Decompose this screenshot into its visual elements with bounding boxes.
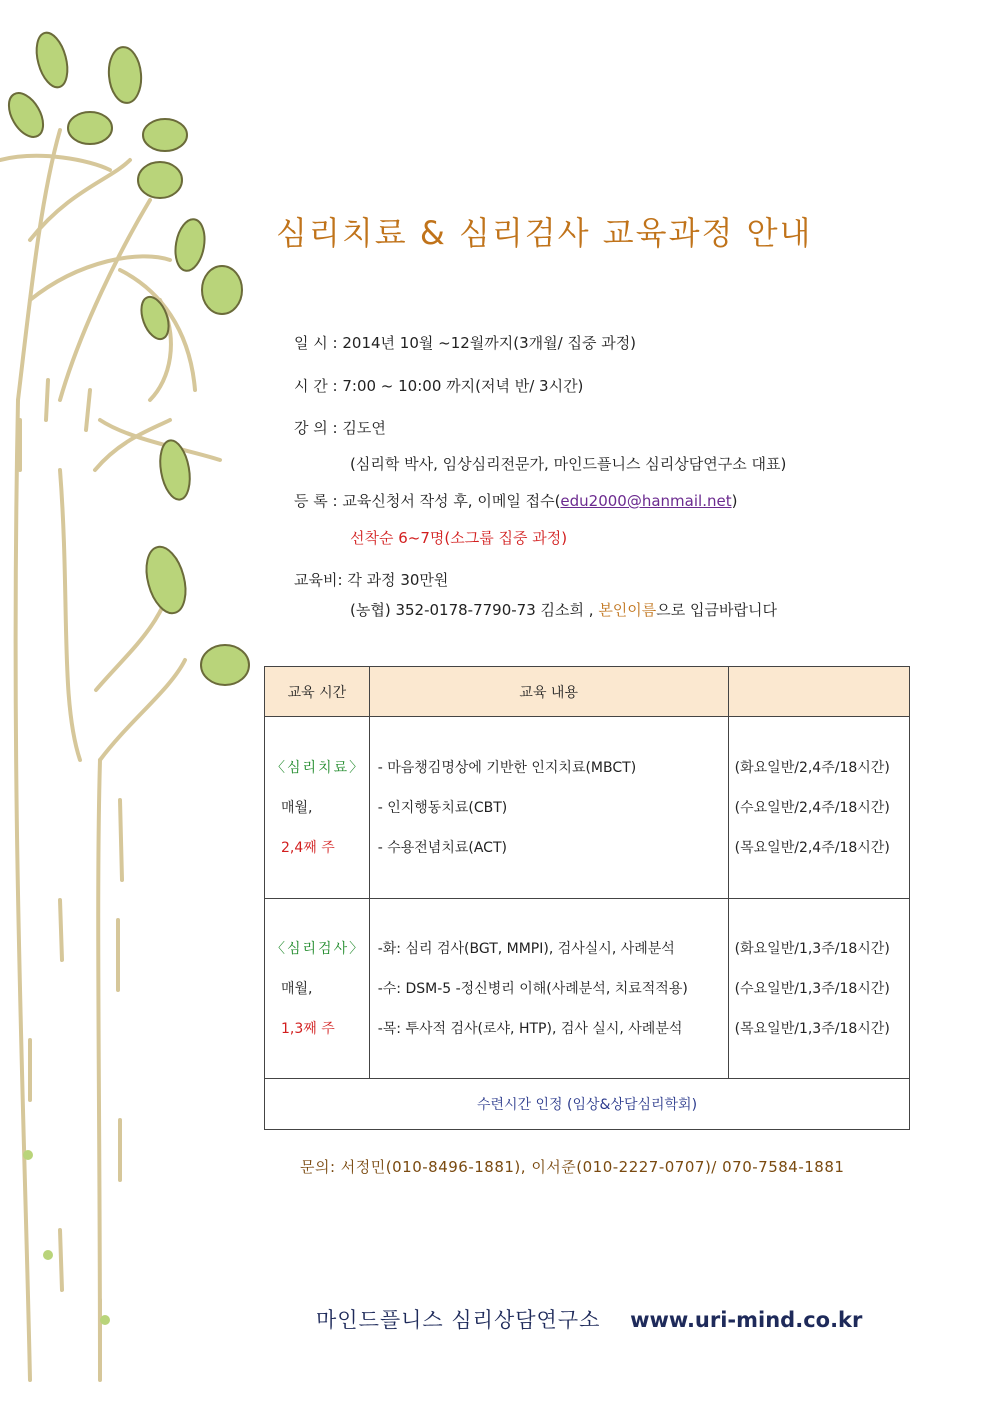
content-cell — [369, 899, 728, 1079]
bank-text: (농협) 352-0178-7790-73 김소희 , — [350, 601, 594, 619]
schedule-item: (수요일반/1,3주/18시간) — [734, 980, 890, 997]
course-name: 〈심리검사〉 — [271, 940, 366, 957]
email-link[interactable]: edu2000@hanmail.net — [560, 492, 732, 510]
organization-name: 마인드플니스 심리상담연구소 — [316, 1308, 601, 1332]
schedule-item: (목요일반/1,3주/18시간) — [734, 1020, 890, 1037]
course-weeks: 2,4째 주 — [281, 839, 335, 856]
course-cell — [265, 899, 370, 1079]
fee-row — [294, 569, 448, 590]
register-note: 선착순 6~7명(소그룹 집중 과정) — [350, 529, 568, 547]
lecture-value: : 김도연 — [332, 419, 386, 437]
register-close: ) — [731, 492, 738, 510]
schedule-cell — [728, 717, 909, 899]
table-footer-row — [265, 1079, 910, 1130]
header-content: 교육 내용 — [369, 667, 728, 717]
table-header-row — [265, 667, 910, 717]
schedule-table — [264, 666, 910, 1130]
course-frequency: 매월, — [281, 980, 313, 997]
course-frequency: 매월, — [281, 799, 313, 816]
fee-value: 각 과정 30만원 — [347, 571, 449, 589]
lecture-label: 강 의 — [294, 419, 328, 437]
bank-suffix: 으로 입금바랍니다 — [656, 601, 777, 619]
header-time: 교육 시간 — [265, 667, 370, 717]
schedule-item: (화요일반/2,4주/18시간) — [734, 759, 890, 776]
table-row — [265, 899, 910, 1079]
content-item: - 수용전념치료(ACT) — [377, 839, 507, 856]
time-value: : 7:00 ~ 10:00 까지(저녁 반/ 3시간) — [332, 377, 584, 395]
schedule-item: (목요일반/2,4주/18시간) — [734, 839, 890, 856]
date-label: 일 시 — [294, 334, 328, 352]
contact-info: 문의: 서정민(010-8496-1881), 이서준(010-2227-0707)/ 070-7584-1881 — [300, 1158, 845, 1176]
time-row — [294, 375, 583, 396]
header-schedule — [728, 667, 909, 717]
schedule-cell — [728, 899, 909, 1079]
page-title: 심리치료 & 심리검사 교육과정 안내 — [276, 214, 813, 252]
course-weeks: 1,3째 주 — [281, 1020, 335, 1037]
schedule-item: (화요일반/1,3주/18시간) — [734, 940, 890, 957]
lecture-row — [294, 417, 386, 438]
table-row — [265, 717, 910, 899]
content-cell — [369, 717, 728, 899]
time-label: 시 간 — [294, 377, 328, 395]
course-cell — [265, 717, 370, 899]
schedule-item: (수요일반/2,4주/18시간) — [734, 799, 890, 816]
content-item: -수: DSM-5 -정신병리 이해(사례분석, 치료적적용) — [377, 980, 688, 997]
website-link[interactable]: www.uri-mind.co.kr — [630, 1308, 863, 1332]
register-value: : 교육신청서 작성 후, 이메일 접수( — [332, 492, 561, 510]
bank-row — [350, 599, 777, 620]
bank-highlight: 본인이름 — [598, 601, 657, 619]
fee-label: 교육비: — [294, 571, 343, 589]
register-row — [294, 490, 737, 511]
lecture-detail: (심리학 박사, 임상심리전문가, 마인드플니스 심리상담연구소 대표) — [350, 455, 787, 473]
date-value: : 2014년 10월 ~12월까지(3개월/ 집중 과정) — [332, 334, 637, 352]
training-credit-note: 수련시간 인정 (임상&상담심리학회) — [265, 1079, 910, 1130]
tree-illustration — [0, 0, 260, 1402]
content-item: -목: 투사적 검사(로샤, HTP), 검사 실시, 사례분석 — [377, 1020, 683, 1037]
date-row — [294, 332, 636, 353]
footer-bar — [316, 1304, 862, 1334]
register-label: 등 록 — [294, 492, 328, 510]
content-item: -화: 심리 검사(BGT, MMPI), 검사실시, 사례분석 — [377, 940, 675, 957]
content-item: - 인지행동치료(CBT) — [377, 799, 508, 816]
content-item: - 마음챙김명상에 기반한 인지치료(MBCT) — [377, 759, 637, 776]
course-name: 〈심리치료〉 — [271, 759, 366, 776]
